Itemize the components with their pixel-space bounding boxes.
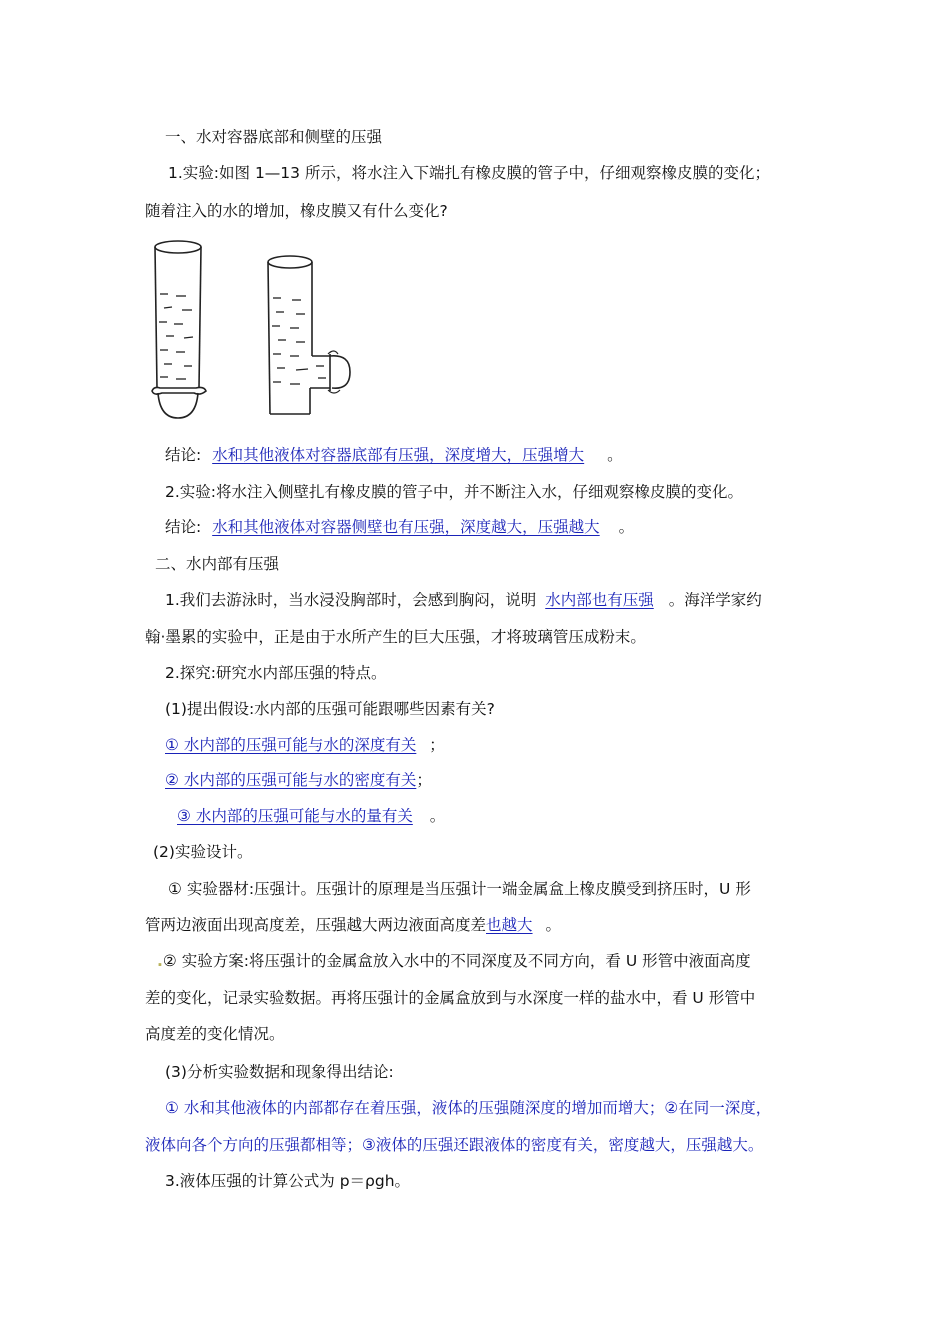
equipment-answer: 也越大 [486, 916, 533, 934]
swim-text: 1.我们去游泳时，当水浸没胸部时，会感到胸闷，说明 [165, 591, 537, 609]
conclusion-line1: ① 水和其他液体的内部都存在着压强，液体的压强随深度的增加而增大；②在同一深度， [165, 1099, 772, 1117]
conclusion-line2: 液体向各个方向的压强都相等；③液体的压强还跟液体的密度有关，密度越大，压强越大。 [145, 1136, 764, 1154]
hypothesis-2-answer: ② 水内部的压强可能与水的密度有关 [165, 771, 417, 789]
explore-line: 2.探究:研究水内部压强的特点。 [165, 664, 387, 682]
swim-line1 [165, 589, 762, 611]
analysis-heading: (3)分析实验数据和现象得出结论: [165, 1063, 394, 1081]
stray-dot: . [157, 952, 163, 970]
design-heading: (2)实验设计。 [153, 843, 253, 861]
hypothesis-1 [165, 734, 445, 756]
experiment1-line1: 1.实验:如图 1—13 所示，将水注入下端扎有橡皮膜的管子中，仔细观察橡皮膜的变化； [168, 164, 770, 182]
hypothesis-2-semicolon: ； [416, 771, 432, 789]
equipment-line1: ① 实验器材:压强计。压强计的原理是当压强计一端金属盒上橡皮膜受到挤压时，U 形 [168, 880, 751, 898]
conclusion2-answer: 水和其他液体对容器侧壁也有压强，深度越大，压强越大 [212, 518, 600, 536]
equipment-period: 。 [545, 916, 561, 934]
conclusion1-answer: 水和其他液体对容器底部有压强，深度增大，压强增大 [212, 446, 585, 464]
experiment2-line: 2.实验:将水注入侧壁扎有橡皮膜的管子中，并不断注入水，仔细观察橡皮膜的变化。 [165, 483, 744, 501]
swim-suffix: 。海洋学家约 [668, 591, 762, 609]
conclusion2-line [165, 516, 634, 538]
side-membrane-tube [268, 256, 350, 414]
experiment1-line2: 随着注入的水的增加，橡皮膜又有什么变化? [145, 202, 448, 220]
equipment-text: 管两边液面出现高度差，压强越大两边液面高度差 [145, 916, 487, 934]
swim-line2: 翰·墨累的实验中，正是由于水所产生的巨大压强，才将玻璃管压成粉末。 [145, 628, 646, 646]
bottom-membrane-tube [152, 241, 206, 418]
hypothesis-2 [165, 769, 432, 791]
conclusion1-line [165, 444, 623, 466]
conclusion2-period: 。 [618, 518, 635, 536]
hypothesis-3-period: 。 [429, 807, 446, 825]
section2-heading: 二、水内部有压强 [155, 555, 280, 573]
tube-diagram [140, 236, 360, 422]
section1-heading: 一、水对容器底部和侧壁的压强 [165, 128, 383, 146]
equipment-line2 [145, 914, 561, 936]
conclusion1-period: 。 [607, 446, 623, 464]
swim-answer: 水内部也有压强 [545, 591, 654, 609]
conclusion1-label: 结论: [165, 446, 202, 464]
plan-text: ② 实验方案:将压强计的金属盒放入水中的不同深度及不同方向，看 U 形管中液面高度 [162, 952, 751, 970]
hypothesis-1-answer: ① 水内部的压强可能与水的深度有关 [165, 736, 417, 754]
hypothesis-3-answer: ③ 水内部的压强可能与水的量有关 [177, 807, 413, 825]
conclusion2-label: 结论: [165, 518, 202, 536]
plan-line3: 高度差的变化情况。 [145, 1025, 285, 1043]
formula-line: 3.液体压强的计算公式为 p＝ρgh。 [165, 1172, 411, 1190]
plan-line2: 差的变化，记录实验数据。再将压强计的金属盒放到与水深度一样的盐水中，看 U 形管中 [145, 989, 756, 1007]
plan-line1 [157, 950, 751, 972]
hypothesis-1-semicolon: ； [429, 736, 445, 754]
hypothesis-3 [177, 805, 445, 827]
hypothesis-question: (1)提出假设:水内部的压强可能跟哪些因素有关? [165, 700, 495, 718]
